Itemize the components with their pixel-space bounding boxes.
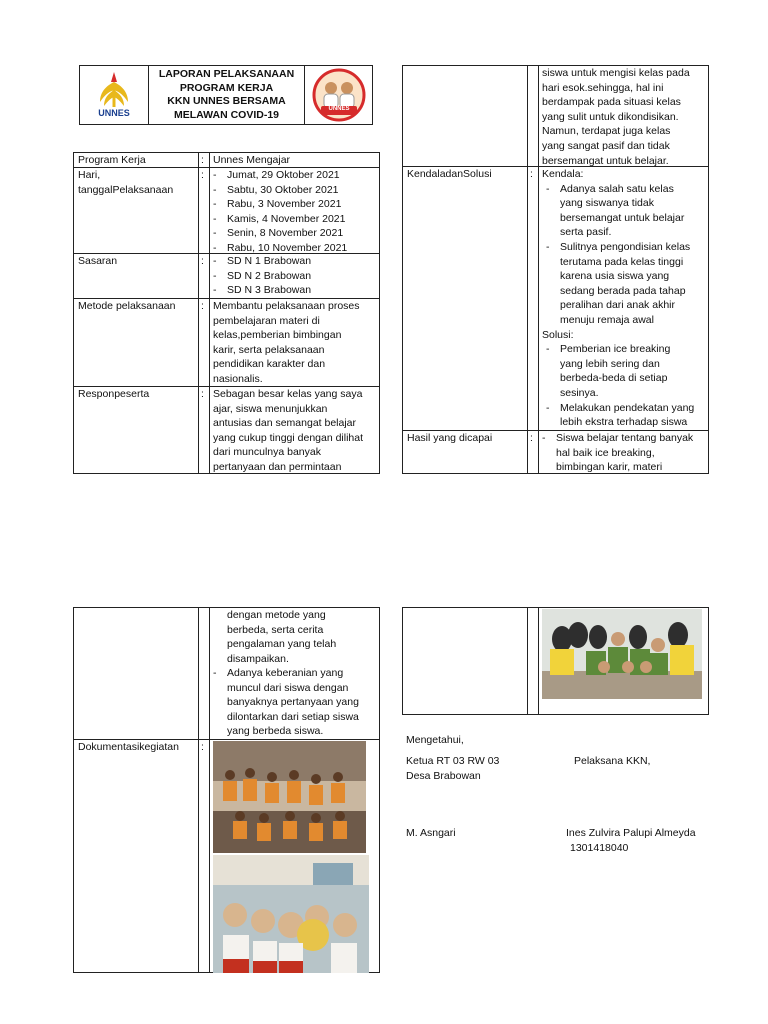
hasil-continuation: dengan metode yang berbeda, serta cerita pengalaman yang telah disampaikan. — [227, 609, 337, 665]
list-item: - SD N 2 Brabowan — [211, 269, 311, 284]
dokumentasi-label: Dokumentasikegiatan — [78, 741, 179, 753]
table-kendala-hasil: siswa untuk mengisi kelas pada hari esok.sehingga, hal ini berdampak pada situasi kelas yang sulit untuk dikondisikan. Namun, terdapat juga kelas yang sangat pasif dan tidak bersemangat untuk belajar. KendaladanSolusi : Kendala: - Adanya salah satu kelas yang siswanya tidak bersemangat untuk belajar serta pasif. - Sulitnya pengondisian kelas terutama pada kelas tinggi karena usia siswa yang sedang berada pada tahap peralihan dari anak akhir menuju remaja awal Solusi: - Pemberian ice breaking yang lebih sering dan berbeda-beda di setiap sesinya. - Melakukan pendekatan yang lebih ekstra terhadap siswa Hasil yang dicapai : - Siswa belajar tentang banyak hal baik ice breaking, bimbingan karir, materi — [402, 65, 709, 474]
list-item: - Siswa belajar tentang banyak hal baik ice breaking, bimbingan karir, materi — [540, 431, 693, 475]
list-item: - Rabu, 3 November 2021 — [211, 197, 347, 212]
respon-value: Sebagan besar kelas yang saya ajar, siswa menunjukkan antusias dan semangat belajar yang cukup tinggi dengan dilihat dari munculnya banyak pertanyaan dan permintaan — [213, 388, 364, 473]
respon-label: Responpeserta — [78, 388, 150, 400]
list-item: - SD N 1 Brabowan — [211, 254, 311, 269]
pelaksana-signatory-name: Ines Zulvira Palupi Almeyda — [566, 827, 696, 839]
kkn-logo-text: UNNES — [328, 106, 350, 112]
list-item: - SD N 3 Brabowan — [211, 283, 311, 298]
rt-title: Ketua RT 03 RW 03 Desa Brabowan — [406, 755, 500, 782]
list-item: - Sulitnya pengondisian kelas terutama pada kelas tinggi karena usia siswa yang sedang berada pada tahap peralihan dari anak akhir menuju remaja awal — [544, 240, 694, 328]
program-kerja-label: Program Kerja — [78, 154, 146, 166]
table-dokumentasi-continuation — [402, 607, 709, 715]
hasil-list — [540, 431, 693, 475]
rt-signatory-name: M. Asngari — [406, 827, 456, 839]
sasaran-list — [211, 254, 311, 298]
pelaksana-title: Pelaksana KKN, — [574, 755, 651, 767]
unnes-logo-text: UNNES — [98, 108, 130, 118]
respon-continuation: siswa untuk mengisi kelas pada hari esok.sehingga, hal ini berdampak pada situasi kelas yang sulit untuk dikondisikan. Namun, terdapat juga kelas yang sangat pasif dan tidak bersemangat untuk belajar. — [542, 67, 690, 167]
list-item: - Melakukan pendekatan yang lebih ekstra terhadap siswa — [544, 401, 694, 430]
kendala-label: KendaladanSolusi — [407, 168, 492, 180]
list-item: - Sabtu, 30 Oktober 2021 — [211, 183, 347, 198]
report-header — [79, 65, 373, 125]
metode-value: Membantu pelaksanaan proses pembelajaran materi di kelas,pemberian bimbingan karir, serta pelaksanaan pendidikan karakter dan nasionalis. — [213, 300, 360, 385]
mengetahui-text: Mengetahui, — [406, 734, 464, 746]
hasil-label: Hasil yang dicapai — [407, 432, 493, 444]
hari-tanggal-label: Hari, tanggalPelaksanaan — [78, 169, 174, 196]
list-item: - Rabu, 10 November 2021 — [211, 241, 347, 256]
table-program-details: Program Kerja : Unnes Mengajar Hari, tanggalPelaksanaan : - Jumat, 29 Oktober 2021 - Sabtu, 30 Oktober 2021 - Rabu, 3 November 2021 - Kamis, 4 November 2021 - Senin, 8 November 2021 - Rabu, 10 November 2021 Sasaran : - SD N 1 Brabowan - SD N 2 Brabowan - SD N 3 Brabowan Metode pelaksanaan : Membantu pelaksanaan proses pembelajaran materi di kelas,pemberian bimbingan karir, serta pelaksanaan pendidikan karakter dan nasionalis. Responpeserta : Sebagan besar kelas yang saya ajar, siswa menunjukkan antusias dan semangat belajar yang cukup tinggi dengan dilihat dari munculnya banyak pertanyaan dan permintaan — [73, 152, 380, 474]
list-item: - Adanya salah satu kelas yang siswanya tidak bersemangat untuk belajar serta pasif. — [544, 182, 694, 240]
list-item: - Pemberian ice breaking yang lebih sering dan berbeda-beda di setiap sesinya. — [544, 342, 694, 400]
solusi-heading: Solusi: — [542, 328, 574, 341]
list-item: - Jumat, 29 Oktober 2021 — [211, 168, 347, 183]
pelaksana-student-id: 1301418040 — [570, 842, 629, 854]
metode-label: Metode pelaksanaan — [78, 300, 176, 312]
documentation-photo-1 — [213, 741, 366, 853]
kkn-covid-badge-icon — [308, 68, 370, 122]
report-title: LAPORAN PELAKSANAAN PROGRAM KERJA KKN UNNES BERSAMA MELAWAN COVID-19 — [158, 68, 295, 121]
list-item: - Senin, 8 November 2021 — [211, 226, 347, 241]
unnes-logo — [84, 68, 144, 122]
table-hasil-dokumentasi: dengan metode yang berbeda, serta cerita pengalaman yang telah disampaikan. - Adanya keberanian yang muncul dari siswa dengan banyaknya pertanyaan yang dilontarkan dari setiap siswa yang berbeda siswa. Dokumentasikegiatan : — [73, 607, 380, 973]
list-item: - Adanya keberanian yang muncul dari siswa dengan banyaknya pertanyaan yang dilontarkan dari setiap siswa yang berbeda siswa. — [211, 666, 359, 739]
documentation-photo-3 — [542, 609, 702, 699]
hasil-list-2 — [211, 666, 359, 739]
sasaran-label: Sasaran — [78, 255, 118, 267]
hari-tanggal-list — [211, 168, 347, 256]
kkn-logo — [308, 68, 370, 122]
kendala-heading: Kendala: — [542, 168, 584, 180]
program-kerja-value: Unnes Mengajar — [213, 154, 291, 166]
documentation-photo-2 — [213, 855, 369, 973]
kendala-solusi-content — [542, 167, 694, 430]
list-item: - Kamis, 4 November 2021 — [211, 212, 347, 227]
